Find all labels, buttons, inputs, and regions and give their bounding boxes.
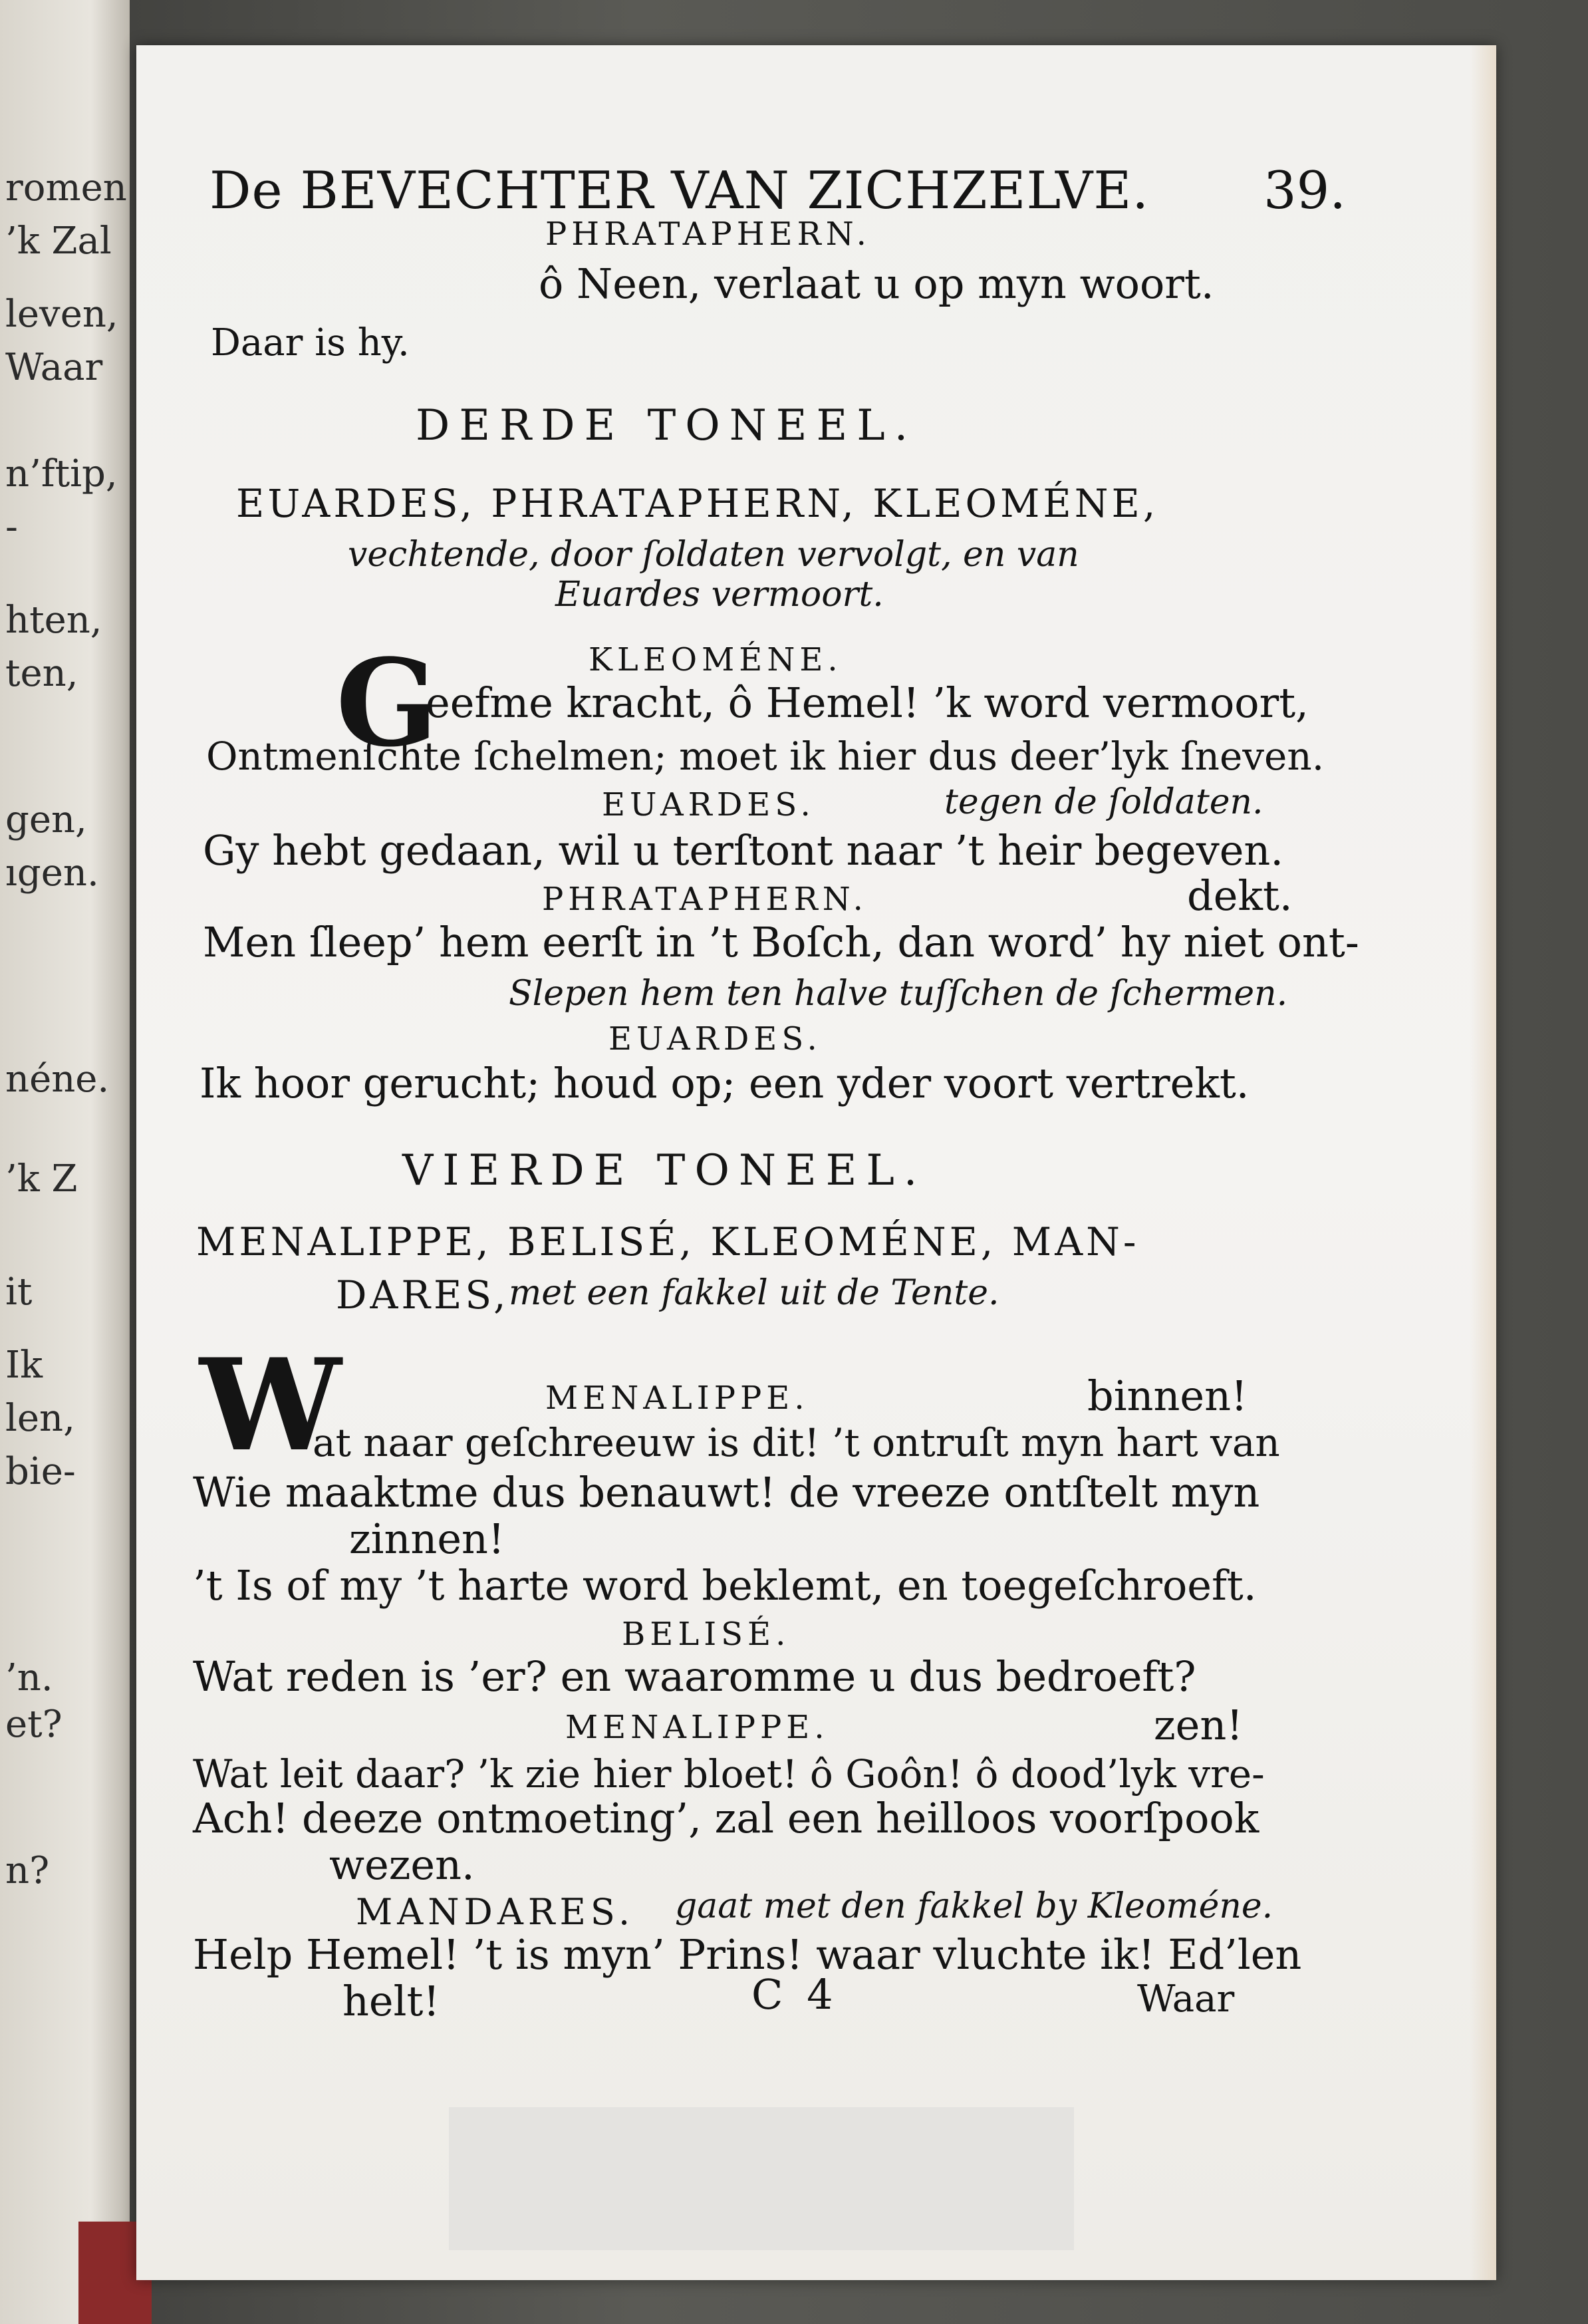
stage-direction: tegen de ſoldaten. (944, 782, 1263, 822)
left-page-fragment: - (5, 506, 18, 549)
page-edge-discoloration (1470, 45, 1496, 2280)
left-page-fragment: ıgen. (5, 851, 99, 895)
left-page-fragment: it (5, 1270, 33, 1314)
drop-capital: W (199, 1331, 342, 1479)
book-page (136, 45, 1496, 2280)
verse-line: wezen. (329, 1840, 475, 1889)
verse-line: ô Neen, verlaat u op myn woort. (539, 259, 1214, 308)
left-page-fragment: ’k Zal (5, 219, 112, 263)
cast-list: EUARDES, PHRATAPHERN, KLEOMÉNE, (236, 481, 1159, 526)
verse-line: zen! (1154, 1701, 1244, 1749)
left-page-fragment: et? (5, 1703, 63, 1746)
verse-line: Gy hebt gedaan, wil u terſtont naar ’t heir begeven. (203, 826, 1284, 875)
verse-line: Ontmenſchte ſchelmen; moet ik hier dus deer’lyk ſneven. (206, 734, 1325, 779)
verse-line: Ik hoor gerucht; houd op; een yder voort vertrekt. (199, 1059, 1250, 1107)
verse-line: Men ſleep’ hem eerſt in ’t Boſch, dan word’ hy niet ont- (203, 918, 1359, 966)
stage-direction: Euardes vermoort. (555, 575, 884, 615)
redaction-patch (449, 2107, 1074, 2250)
left-page-fragment: ten, (5, 652, 78, 695)
stage-direction: Slepen hem ten halve tuſſchen de ſchermen. (509, 974, 1288, 1014)
left-page-edge (0, 0, 130, 2324)
verse-line: Ach! deeze ontmoeting’, zal een heilloos voorſpook (193, 1794, 1259, 1842)
page-number: 39. (1263, 161, 1347, 221)
verse-line: helt! (342, 1977, 440, 2025)
verse-line: ’t Is of my ’t harte word beklemt, en toegeſchroeft. (193, 1561, 1257, 1610)
verse-line: Daar is hy. (211, 321, 410, 364)
scene-title: VIERDE TONEEL. (402, 1146, 927, 1195)
cast-list: DARES, (336, 1272, 509, 1318)
stage-direction: gaat met den fakkel by Kleoméne. (675, 1886, 1273, 1926)
left-page-fragment: Waar (5, 346, 103, 389)
stage-direction: met een fakkel uit de Tente. (509, 1273, 999, 1313)
speaker-name: PHRATAPHERN. (542, 881, 868, 918)
speaker-name: MENALIPPE. (545, 1380, 809, 1417)
left-page-fragment: gen, (5, 798, 87, 841)
left-page-fragment: hten, (5, 599, 102, 642)
left-page-fragment: Ik (5, 1344, 43, 1387)
verse-line: Wat reden is ’er? en waaromme u dus bedroeft? (193, 1652, 1196, 1701)
left-page-fragment: bie- (5, 1450, 76, 1493)
verse-line: zinnen! (349, 1515, 505, 1563)
verse-line: binnen! (1087, 1372, 1248, 1420)
left-page-fragment: romen (5, 166, 127, 210)
left-page-fragment: néne. (5, 1058, 110, 1101)
left-page-fragment: leven, (5, 293, 118, 336)
left-page-fragment: len, (5, 1397, 75, 1440)
signature-mark: C 4 (751, 1970, 839, 2019)
verse-line: Wie maaktme dus benauwt! de vreeze ontſtelt myn (193, 1468, 1260, 1517)
speaker-name: EUARDES. (608, 1020, 822, 1058)
left-page-fragment: n? (5, 1849, 50, 1892)
verse-line: eefme kracht, ô Hemel! ’k word vermoort, (426, 678, 1309, 727)
left-page-fragment: ’k Z (5, 1157, 78, 1201)
drop-capital: G (336, 633, 438, 774)
cast-list: MENALIPPE, BELISÉ, KLEOMÉNE, MAN- (196, 1219, 1140, 1264)
speaker-name: KLEOMÉNE. (589, 641, 843, 678)
speaker-name: PHRATAPHERN. (545, 216, 871, 253)
scene-title: DERDE TONEEL. (416, 401, 918, 450)
running-title: De BEVECHTER VAN ZICHZELVE. (209, 161, 1150, 221)
stage-direction: vechtende, door ſoldaten vervolgt, en van (348, 535, 1079, 575)
speaker-name: BELISÉ. (622, 1616, 791, 1653)
verse-line: Wat leit daar? ’k zie hier bloet! ô Goôn! ô dood’lyk vre- (193, 1751, 1265, 1797)
left-page-fragment: ’n. (5, 1656, 53, 1699)
verse-line: Help Hemel! ’t is myn’ Prins! waar vluchte ik! Ed’len (193, 1930, 1302, 1979)
speaker-name: MENALIPPE. (565, 1709, 829, 1746)
speaker-name: EUARDES. (602, 786, 815, 823)
catchword: Waar (1137, 1977, 1235, 2021)
verse-line: at naar geſchreeuw is dit! ’t ontruſt myn hart van (313, 1420, 1280, 1465)
left-page-fragment: n’ftip, (5, 452, 118, 496)
verse-line: dekt. (1187, 871, 1293, 920)
speaker-name: MANDARES. (356, 1891, 635, 1933)
